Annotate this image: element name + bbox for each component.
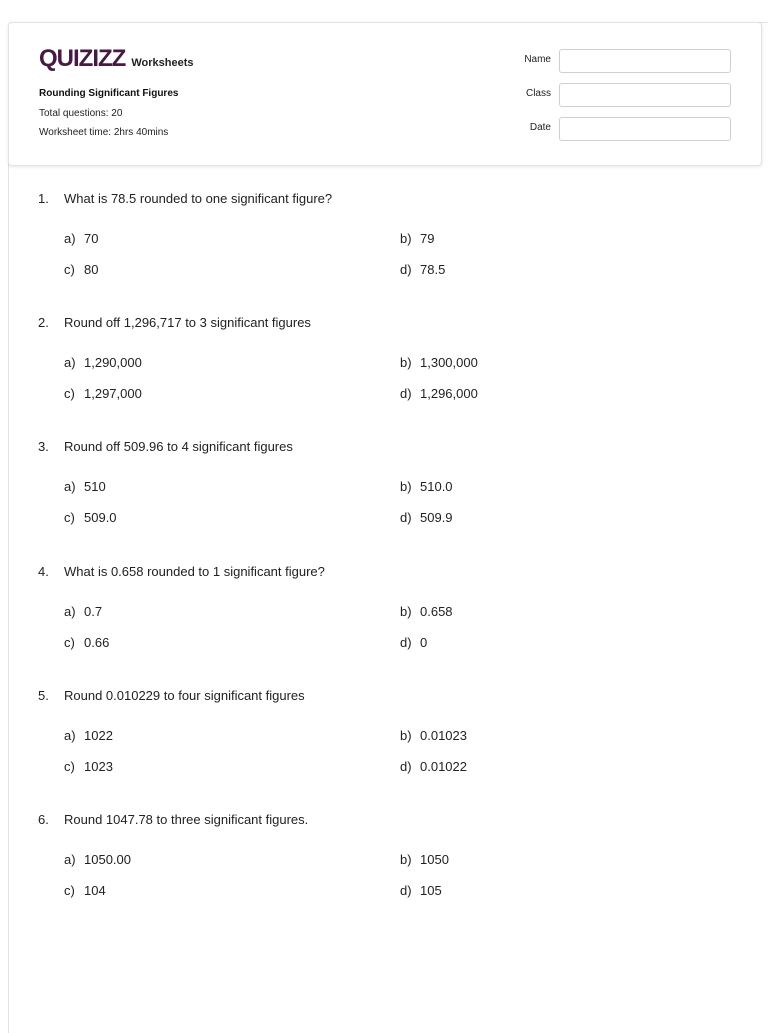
option-letter: d)	[400, 635, 412, 650]
option-value: 0.01022	[420, 759, 467, 774]
option-letter: a)	[64, 231, 76, 246]
option-value: 104	[84, 883, 106, 898]
question-5	[0, 688, 768, 798]
option-value: 1050.00	[84, 852, 131, 867]
option-value: 0.01023	[420, 728, 467, 743]
option-value: 70	[84, 231, 99, 246]
option-value: 510.0	[420, 479, 453, 494]
question-2	[0, 315, 768, 425]
option-value: 1,297,000	[84, 386, 142, 401]
question-text: Round off 1,296,717 to 3 significant figures	[64, 315, 311, 330]
option-letter: d)	[400, 883, 412, 898]
answer-option[interactable]	[400, 479, 453, 494]
question-text: What is 0.658 rounded to 1 significant figure?	[64, 564, 325, 579]
total-questions: Total questions: 20	[39, 108, 123, 119]
quizizz-logo: QUIZIZZ	[39, 45, 126, 72]
option-letter: c)	[64, 510, 75, 525]
class-label: Class	[525, 88, 551, 99]
option-value: 1022	[84, 728, 113, 743]
question-3	[0, 439, 768, 549]
worksheet-title: Rounding Significant Figures	[39, 88, 179, 99]
question-text: What is 78.5 rounded to one significant figure?	[64, 191, 333, 206]
option-value: 0.658	[420, 604, 453, 619]
class-field[interactable]	[559, 83, 731, 107]
answer-option[interactable]	[400, 759, 467, 774]
answer-option[interactable]	[64, 883, 106, 898]
answer-option[interactable]	[64, 386, 142, 401]
question-4	[0, 564, 768, 674]
option-letter: a)	[64, 852, 76, 867]
worksheet-header	[8, 22, 762, 166]
option-value: 1050	[420, 852, 449, 867]
answer-option[interactable]	[400, 883, 442, 898]
option-letter: a)	[64, 479, 76, 494]
option-letter: a)	[64, 728, 76, 743]
worksheet-time: Worksheet time: 2hrs 40mins	[39, 127, 169, 138]
brand-subtitle: Worksheets	[131, 57, 194, 69]
option-value: 0.7	[84, 604, 103, 619]
option-letter: b)	[400, 479, 412, 494]
option-value: 80	[84, 262, 99, 277]
question-6	[0, 812, 768, 922]
answer-option[interactable]	[64, 635, 109, 650]
answer-option[interactable]	[64, 604, 102, 619]
answer-option[interactable]	[400, 728, 467, 743]
answer-option[interactable]	[64, 479, 106, 494]
answer-option[interactable]	[400, 852, 449, 867]
question-text: Round off 509.96 to 4 significant figures	[64, 439, 293, 454]
option-letter: d)	[400, 759, 412, 774]
name-label: Name	[524, 54, 551, 65]
question-number: 6.	[38, 812, 49, 827]
option-letter: b)	[400, 355, 412, 370]
answer-option[interactable]	[64, 262, 98, 277]
date-label: Date	[529, 122, 551, 133]
option-letter: d)	[400, 262, 412, 277]
answer-option[interactable]	[400, 635, 427, 650]
question-1	[0, 191, 768, 301]
answer-option[interactable]	[64, 231, 98, 246]
option-letter: b)	[400, 728, 412, 743]
answer-option[interactable]	[64, 852, 131, 867]
name-field[interactable]	[559, 49, 731, 73]
option-letter: a)	[64, 604, 76, 619]
option-letter: d)	[400, 510, 412, 525]
answer-option[interactable]	[400, 355, 478, 370]
option-letter: a)	[64, 355, 76, 370]
option-value: 1,290,000	[84, 355, 142, 370]
option-letter: c)	[64, 262, 75, 277]
date-field[interactable]	[559, 117, 731, 141]
option-value: 0.66	[84, 635, 110, 650]
answer-option[interactable]	[400, 510, 453, 525]
answer-option[interactable]	[400, 231, 434, 246]
option-value: 79	[420, 231, 435, 246]
answer-option[interactable]	[64, 728, 113, 743]
option-value: 509.9	[420, 510, 453, 525]
answer-option[interactable]	[400, 604, 453, 619]
option-letter: b)	[400, 231, 412, 246]
question-number: 4.	[38, 564, 49, 579]
option-value: 509.0	[84, 510, 117, 525]
answer-option[interactable]	[64, 759, 113, 774]
option-letter: c)	[64, 759, 75, 774]
question-number: 3.	[38, 439, 49, 454]
question-number: 5.	[38, 688, 49, 703]
option-letter: c)	[64, 635, 75, 650]
option-value: 1,296,000	[420, 386, 478, 401]
option-value: 510	[84, 479, 106, 494]
answer-option[interactable]	[64, 355, 142, 370]
answer-option[interactable]	[64, 510, 117, 525]
question-text: Round 1047.78 to three significant figures.	[64, 812, 309, 827]
question-number: 1.	[38, 191, 49, 206]
option-letter: c)	[64, 883, 75, 898]
option-value: 105	[420, 883, 442, 898]
option-letter: b)	[400, 852, 412, 867]
answer-option[interactable]	[400, 386, 478, 401]
option-letter: c)	[64, 386, 75, 401]
option-value: 0	[420, 635, 428, 650]
option-value: 1023	[84, 759, 113, 774]
question-text: Round 0.010229 to four significant figures	[64, 688, 305, 703]
option-letter: b)	[400, 604, 412, 619]
option-value: 1,300,000	[420, 355, 478, 370]
question-number: 2.	[38, 315, 49, 330]
brand	[39, 45, 193, 73]
option-letter: d)	[400, 386, 412, 401]
answer-option[interactable]	[400, 262, 445, 277]
option-value: 78.5	[420, 262, 446, 277]
